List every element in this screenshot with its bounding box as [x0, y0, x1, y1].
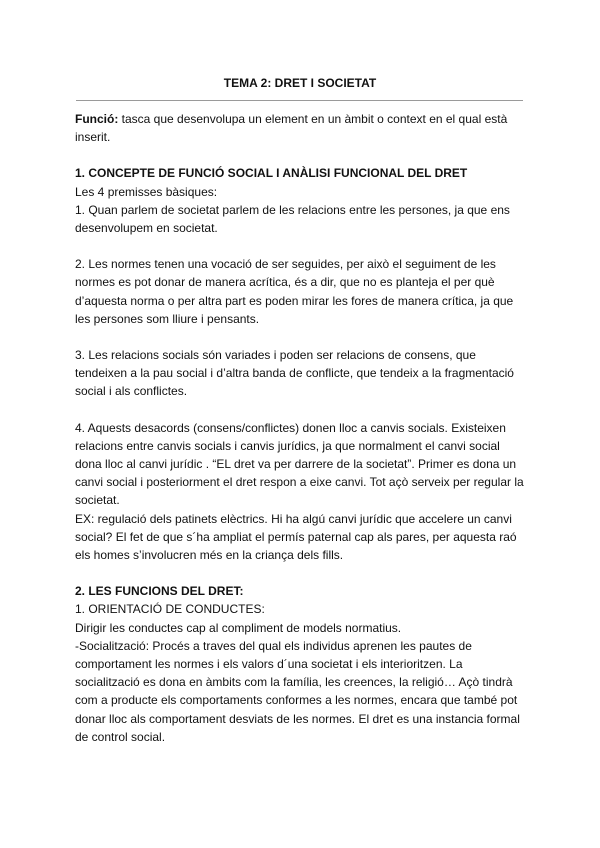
premise-1: 1. Quan parlem de societat parlem de les relacions entre les persones, ja que ens desenvolupem en societat. — [75, 202, 510, 236]
document-body — [75, 110, 529, 746]
example-paragraph: EX: regulació dels patinets elèctrics. Hi ha algú canvi jurídic que accelere un canvi social? El fet de que s´ha ampliat el permís paternal cap als pares, per aquesta raó els homes s’involucren més en la criança dels fills. — [75, 511, 517, 563]
section2-heading: 2. LES FUNCIONS DEL DRET: — [75, 584, 244, 599]
section2-line: Dirigir les conductes cap al compliment de models normatius. — [75, 620, 402, 635]
section1-heading: 1. CONCEPTE DE FUNCIÓ SOCIAL I ANÀLISI FUNCIONAL DEL DRET — [75, 166, 468, 181]
section1-intro: Les 4 premisses bàsiques: — [75, 184, 218, 199]
section2-subheading: 1. ORIENTACIÓ DE CONDUCTES: — [75, 602, 265, 617]
definition-term: Funció: — [75, 112, 119, 126]
definition-paragraph — [75, 110, 529, 146]
premise-3: 3. Les relacions socials són variades i poden ser relacions de consens, que tendeixen a la pau social i d’altra banda de conflicte, que tendeix a la fragmentació social i als conflictes. — [75, 348, 514, 399]
definition-text: tasca que desenvolupa un element en un àmbit o context en el qual està inserit. — [75, 112, 508, 145]
socialization-paragraph: -Socialització: Procés a traves del qual els individus aprenen les pautes de comportament les normes i els valors d´una societat i els interioritzen. La socialització es dona en àmbits com la família, les creences, la religió… Açò tindrà com a producte els comportaments conformes a les normes, encara que també pot donar lloc als comportament desviats de les normes. El dret es una instancia formal de control social. — [75, 638, 520, 744]
document-title: TEMA 2: DRET I SOCIETAT — [223, 76, 377, 90]
title-divider — [76, 100, 523, 101]
premise-2: 2. Les normes tenen una vocació de ser seguides, per això el seguiment de les normes es pot donar de manera acrítica, és a dir, que no es planteja el per què d’aquesta norma o per altra part es poden mirar les fores de manera crítica, ja que les persones som lliure i pensants. — [75, 257, 514, 326]
premise-4: 4. Aquests desacords (consens/conflictes) donen lloc a canvis socials. Existeixen relacions entre canvis socials i canvis jurídics, ja que normalment el canvi social dona lloc al canvi jurídic . “EL dret va per darrere de la societat”. Primer es dona un canvi social i posteriorment el dret respon a eixe canvi. Tot açò serveix per regular la societat. — [75, 420, 524, 508]
